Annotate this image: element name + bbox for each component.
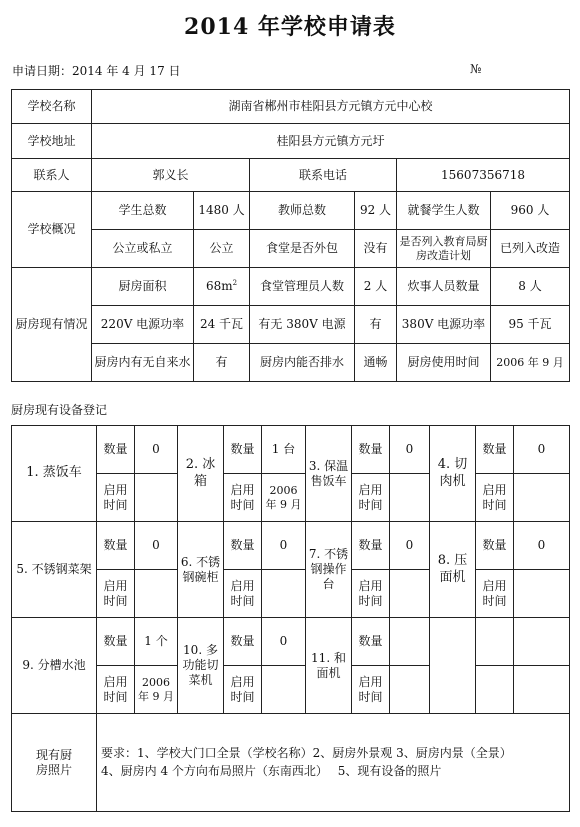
photos-requirements (97, 714, 570, 812)
equipment-date-label: 启用时间 (476, 474, 514, 522)
students-value: 1480 人 (194, 192, 250, 230)
equipment-qty-label: 数量 (97, 618, 135, 666)
drain-label: 厨房内能否排水 (250, 344, 355, 382)
teachers-label: 教师总数 (250, 192, 355, 230)
photos-label: 现有厨房照片 (12, 714, 97, 812)
equipment-qty-label: 数量 (224, 426, 262, 474)
school-address-value: 桂阳县方元镇方元圩 (92, 124, 570, 159)
students-label: 学生总数 (92, 192, 194, 230)
equipment-date-label: 启用时间 (97, 570, 135, 618)
has380-value: 有 (355, 306, 397, 344)
contact-value: 郭义长 (92, 159, 250, 192)
equipment-qty-label: 数量 (352, 522, 390, 570)
kitchen-area-value: $68m^2$ (194, 268, 250, 306)
equipment-date-value (514, 666, 570, 714)
kitchen-since-label: 厨房使用时间 (397, 344, 491, 382)
school-name-value: 湖南省郴州市桂阳县方元镇方元中心校 (92, 90, 570, 124)
equipment-date-label: 启用时间 (224, 474, 262, 522)
equipment-qty-value: 0 (514, 426, 570, 474)
number-mark: № (470, 62, 482, 76)
equipment-date-value (135, 570, 178, 618)
equipment-date-value (514, 474, 570, 522)
equipment-date-value (262, 570, 306, 618)
power380-value: 95 千瓦 (491, 306, 570, 344)
equipment-name: 11. 和面机 (306, 618, 352, 714)
cooks-value: 8 人 (491, 268, 570, 306)
equipment-date-label: 启用时间 (97, 666, 135, 714)
equipment-qty-label: 数量 (352, 618, 390, 666)
equipment-name: 2. 冰箱 (178, 426, 224, 522)
equipment-name: 5. 不锈钢菜架 (12, 522, 97, 618)
overview-label: 学校概况 (12, 192, 92, 268)
in-plan-label: 是否列入教育局厨房改造计划 (397, 230, 491, 268)
equipment-qty-label: 数量 (224, 618, 262, 666)
equipment-date-label (476, 666, 514, 714)
equipment-name: 7. 不锈钢操作台 (306, 522, 352, 618)
school-address-label: 学校地址 (12, 124, 92, 159)
equipment-qty-value: 1 个 (135, 618, 178, 666)
equipment-qty-value: 1 台 (262, 426, 306, 474)
public-private-label: 公立或私立 (92, 230, 194, 268)
equipment-qty-label: 数量 (352, 426, 390, 474)
equipment-qty-value: 0 (262, 522, 306, 570)
equipment-date-label: 启用时间 (352, 570, 390, 618)
contact-label: 联系人 (12, 159, 92, 192)
equipment-qty-value: 0 (390, 522, 430, 570)
equipment-qty-value: 0 (514, 522, 570, 570)
kitchen-since-value: 2006 年 9 月 (491, 344, 570, 382)
drain-value: 通畅 (355, 344, 397, 382)
equipment-date-label: 启用时间 (352, 666, 390, 714)
equipment-qty-label: 数量 (476, 426, 514, 474)
equipment-date-label: 启用时间 (352, 474, 390, 522)
equipment-qty-value: 0 (262, 618, 306, 666)
water-label: 厨房内有无自来水 (92, 344, 194, 382)
managers-value: 2 人 (355, 268, 397, 306)
equipment-qty-value (390, 618, 430, 666)
equipment-qty-value: 0 (135, 426, 178, 474)
equipment-date-label: 启用时间 (476, 570, 514, 618)
outsourced-value: 没有 (355, 230, 397, 268)
equipment-date-value (390, 570, 430, 618)
power220-value: 24 千瓦 (194, 306, 250, 344)
equipment-table (11, 425, 570, 812)
equipment-qty-label: 数量 (224, 522, 262, 570)
equipment-name: 6. 不锈钢碗柜 (178, 522, 224, 618)
teachers-value: 92 人 (355, 192, 397, 230)
diners-value: 960 人 (491, 192, 570, 230)
equipment-qty-label: 数量 (97, 426, 135, 474)
equipment-name: 10. 多功能切菜机 (178, 618, 224, 714)
photos-requirements-line-1: 要求：1、学校大门口全景（学校名称）2、厨房外景观 3、厨房内景（全景） (101, 746, 512, 761)
equipment-name: 1. 蒸饭车 (12, 426, 97, 522)
diners-label: 就餐学生人数 (397, 192, 491, 230)
equipment-date-value: 2006 年 9 月 (262, 474, 306, 522)
has380-label: 有无 380V 电源 (250, 306, 355, 344)
photos-requirements-line-2: 4、厨房内 4 个方向布局照片（东南西北） 5、现有设备的照片 (101, 763, 442, 778)
equipment-date-value (135, 474, 178, 522)
equipment-name: 8. 压面机 (430, 522, 476, 618)
equipment-qty-label: 数量 (97, 522, 135, 570)
equipment-qty-value: 0 (390, 426, 430, 474)
equipment-qty-value: 0 (135, 522, 178, 570)
managers-label: 食堂管理员人数 (250, 268, 355, 306)
school-name-label: 学校名称 (12, 90, 92, 124)
equipment-date-value: 2006 年 9 月 (135, 666, 178, 714)
cooks-label: 炊事人员数量 (397, 268, 491, 306)
equipment-name: 4. 切肉机 (430, 426, 476, 522)
equipment-qty-label (476, 618, 514, 666)
outsourced-label: 食堂是否外包 (250, 230, 355, 268)
power220-label: 220V 电源功率 (92, 306, 194, 344)
phone-value: 15607356718 (397, 159, 570, 192)
phone-label: 联系电话 (250, 159, 397, 192)
equipment-date-label: 启用时间 (224, 570, 262, 618)
page-title: 2014 年学校申请表 (184, 14, 396, 40)
equipment-date-value (514, 570, 570, 618)
equipment-empty-cell (430, 618, 476, 714)
kitchen-status-label: 厨房现有情况 (12, 268, 92, 382)
in-plan-value: 已列入改造 (491, 230, 570, 268)
equipment-qty-value (514, 618, 570, 666)
equipment-name: 9. 分槽水池 (12, 618, 97, 714)
equipment-date-value (262, 666, 306, 714)
application-date: 申请日期：2014 年 4 月 17 日 (12, 64, 181, 78)
equipment-date-value (390, 666, 430, 714)
school-info-table (11, 89, 570, 382)
equipment-qty-label: 数量 (476, 522, 514, 570)
equipment-date-value (390, 474, 430, 522)
power380-label: 380V 电源功率 (397, 306, 491, 344)
equipment-section-label: 厨房现有设备登记 (11, 403, 108, 417)
equipment-name: 3. 保温售饭车 (306, 426, 352, 522)
public-private-value: 公立 (194, 230, 250, 268)
kitchen-area-label: 厨房面积 (92, 268, 194, 306)
equipment-date-label: 启用时间 (224, 666, 262, 714)
equipment-date-label: 启用时间 (97, 474, 135, 522)
water-value: 有 (194, 344, 250, 382)
